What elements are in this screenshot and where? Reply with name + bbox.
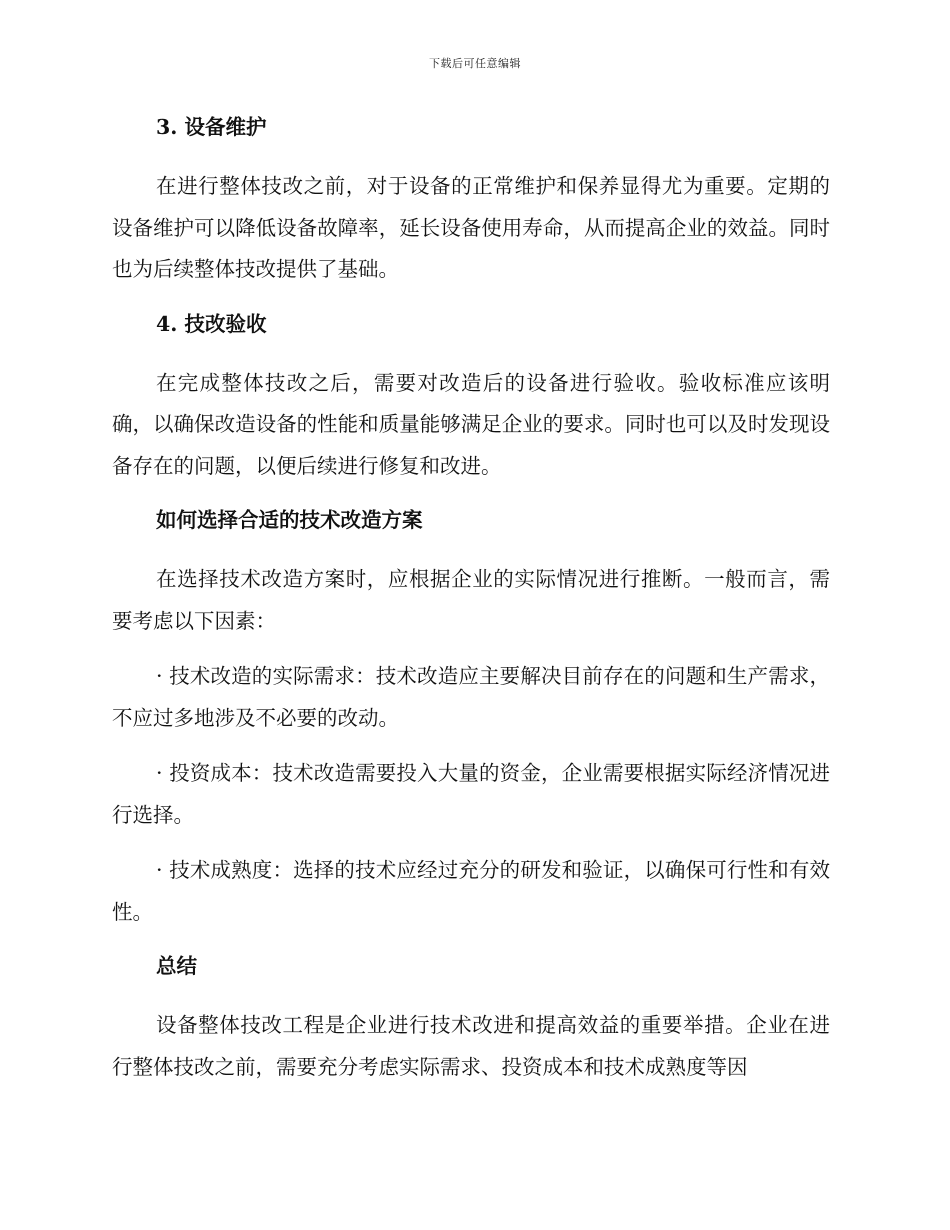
paragraph-equipment-maintenance: 在进行整体技改之前，对于设备的正常维护和保养显得尤为重要。定期的设备维护可以降低设备故障率，延长设备使用寿命，从而提高企业的效益。同时也为后续整体技改提供了基础。 — [112, 174, 830, 281]
bullet-investment-cost: · 投资成本：技术改造需要投入大量的资金，企业需要根据实际经济情况进行选择。 — [112, 761, 830, 827]
document-body — [112, 108, 830, 1102]
paragraph-summary: 设备整体技改工程是企业进行技术改进和提高效益的重要举措。企业在进行整体技改之前，需要充分考虑实际需求、投资成本和技术成熟度等因 — [112, 1013, 830, 1079]
paragraph-choose-plan-intro: 在选择技术改造方案时，应根据企业的实际情况进行推断。一般而言，需要考虑以下因素： — [112, 567, 830, 633]
bullet-tech-maturity: · 技术成熟度：选择的技术应经过充分的研发和验证，以确保可行性和有效性。 — [112, 858, 830, 924]
paragraph-acceptance: 在完成整体技改之后，需要对改造后的设备进行验收。验收标准应该明确，以确保改造设备的性能和质量能够满足企业的要求。同时也可以及时发现设备存在的问题，以便后续进行修复和改进。 — [112, 370, 830, 478]
bullet-actual-demand: · 技术改造的实际需求：技术改造应主要解决目前存在的问题和生产需求，不应过多地涉及不必要的改动。 — [112, 664, 830, 730]
section-heading-acceptance: 4. 技改验收 — [156, 311, 267, 336]
page-header-note: 下载后可任意编辑 — [429, 57, 521, 70]
section-heading-choose-plan: 如何选择合适的技术改造方案 — [156, 508, 423, 532]
section-heading-equipment-maintenance: 3. 设备维护 — [156, 115, 267, 139]
section-heading-summary: 总结 — [156, 954, 197, 978]
